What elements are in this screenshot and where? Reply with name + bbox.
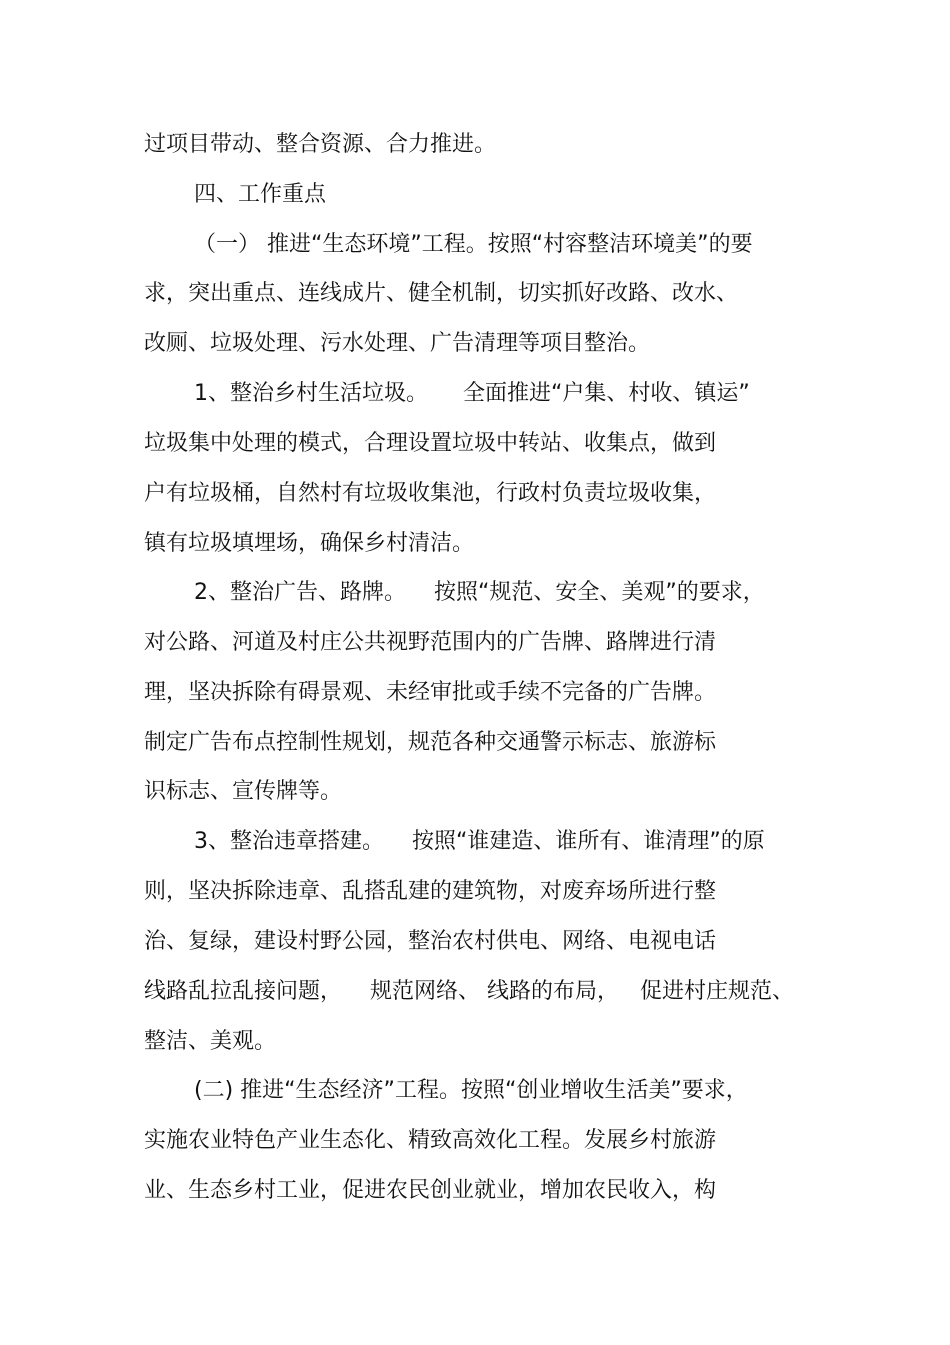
section-heading: 四、工作重点 bbox=[194, 182, 327, 207]
text-line: 过项目带动、整合资源、合力推进。 bbox=[144, 132, 497, 157]
text-line: 识标志、宣传牌等。 bbox=[144, 779, 343, 804]
text-line: 改厕、垃圾处理、污水处理、广告清理等项目整治。 bbox=[144, 331, 651, 356]
text-line: 求，突出重点、连线成片、健全机制，切实抓好改路、改水、 bbox=[144, 281, 739, 306]
text-line: 实施农业特色产业生态化、精致高效化工程。发展乡村旅游 bbox=[144, 1128, 717, 1153]
text-line: 整洁、美观。 bbox=[144, 1029, 277, 1054]
text-line: 制定广告布点控制性规划，规范各种交通警示标志、旅游标 bbox=[144, 730, 717, 755]
item-heading-line: 1、整治乡村生活垃圾。 全面推进“户集、村收、镇运” bbox=[194, 381, 750, 406]
text-line: 治、复绿，建设村野公园，整治农村供电、网络、电视电话 bbox=[144, 929, 717, 954]
text-line: 业、生态乡村工业，促进农民创业就业，增加农民收入，构 bbox=[144, 1178, 717, 1203]
subsection-heading-line: (二) 推进“生态经济”工程。按照“创业增收生活美”要求， bbox=[194, 1078, 748, 1103]
text-line: 对公路、河道及村庄公共视野范围内的广告牌、路牌进行清 bbox=[144, 630, 717, 655]
text-line: 镇有垃圾填埋场，确保乡村清洁。 bbox=[144, 531, 475, 556]
text-line: 理，坚决拆除有碍景观、未经审批或手续不完备的广告牌。 bbox=[144, 680, 717, 705]
text-line: 线路乱拉乱接问题， 规范网络、 线路的布局， 促进村庄规范、 bbox=[144, 979, 794, 1004]
subsection-heading-line: （一） 推进“生态环境”工程。按照“村容整洁环境美”的要 bbox=[194, 232, 753, 257]
text-line: 则，坚决拆除违章、乱搭乱建的建筑物，对废弃场所进行整 bbox=[144, 879, 717, 904]
text-line: 户有垃圾桶，自然村有垃圾收集池，行政村负责垃圾收集， bbox=[144, 481, 717, 506]
item-heading-line: 2、整治广告、路牌。 按照“规范、安全、美观”的要求， bbox=[194, 580, 765, 605]
item-heading-line: 3、整治违章搭建。 按照“谁建造、谁所有、谁清理”的原 bbox=[194, 829, 765, 854]
text-line: 垃圾集中处理的模式，合理设置垃圾中转站、收集点，做到 bbox=[144, 431, 717, 456]
